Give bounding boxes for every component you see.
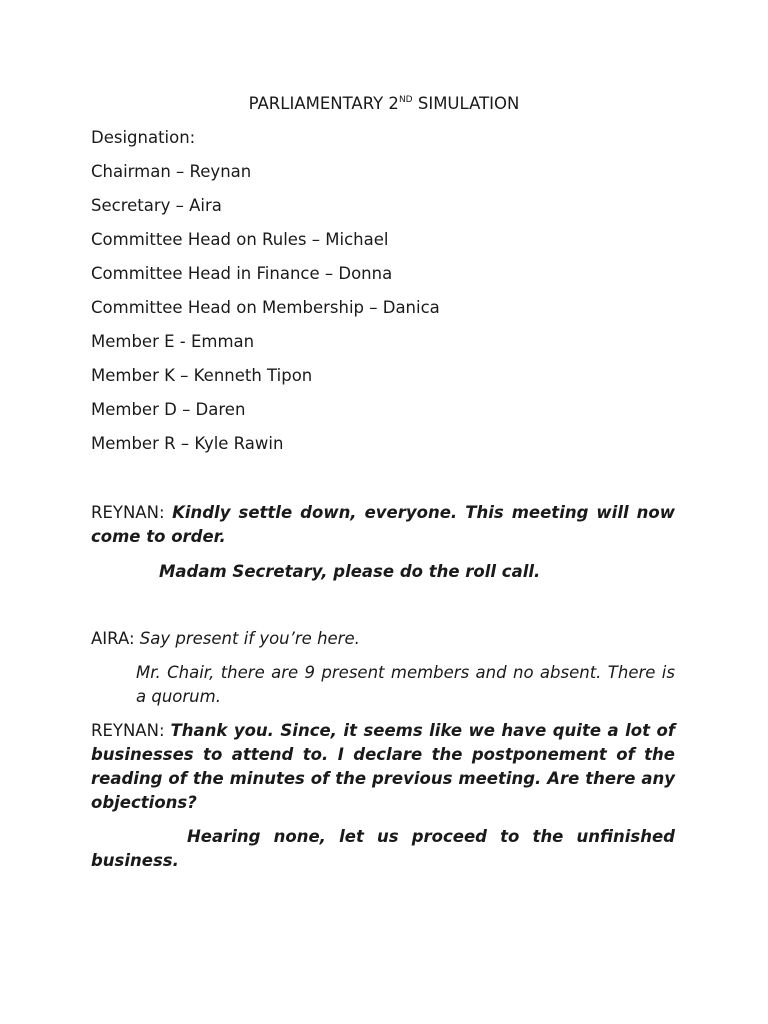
dialogue-reynan-opening xyxy=(91,501,675,549)
title-rest: SIMULATION xyxy=(412,94,520,113)
dialogue-text: Thank you. Since, it seems like we have quite a lot of businesses to attend to. I declare the postponement of the reading of the minutes of the previous meeting. Are there any objections? xyxy=(91,721,675,812)
designation-entry: Committee Head on Membership – Danica xyxy=(91,298,440,317)
designation-entry: Secretary – Aira xyxy=(91,196,222,215)
dialogue-text: Madam Secretary, please do the roll call. xyxy=(159,562,541,581)
document-title xyxy=(0,94,768,114)
title-superscript: ND xyxy=(398,95,413,105)
dialogue-roll-call-request xyxy=(159,560,675,584)
designation-entry: Member D – Daren xyxy=(91,400,246,419)
dialogue-text: Say present if you’re here. xyxy=(139,629,360,648)
dialogue-text: Mr. Chair, there are 9 present members and no absent. There is a quorum. xyxy=(136,663,675,706)
speaker-label: AIRA: xyxy=(91,629,135,648)
dialogue-proceed xyxy=(91,825,675,873)
speaker-label: REYNAN: xyxy=(91,721,165,740)
designation-heading: Designation: xyxy=(91,128,196,147)
speaker-label: REYNAN: xyxy=(91,503,165,522)
dialogue-text: Kindly settle down, everyone. This meeting will now come to order. xyxy=(91,503,676,546)
designation-entry: Committee Head on Rules – Michael xyxy=(91,230,389,249)
designation-entry: Member E - Emman xyxy=(91,332,255,351)
title-main: PARLIAMENTARY 2 xyxy=(248,94,399,113)
dialogue-reynan-postponement xyxy=(91,719,675,815)
designation-entry: Member K – Kenneth Tipon xyxy=(91,366,313,385)
designation-entry: Member R – Kyle Rawin xyxy=(91,434,284,453)
designation-entry: Committee Head in Finance – Donna xyxy=(91,264,393,283)
dialogue-quorum-report xyxy=(136,661,675,709)
dialogue-text: Hearing none, let us proceed to the unfinished business. xyxy=(91,827,675,870)
designation-entry: Chairman – Reynan xyxy=(91,162,252,181)
dialogue-aira-present xyxy=(91,627,675,651)
